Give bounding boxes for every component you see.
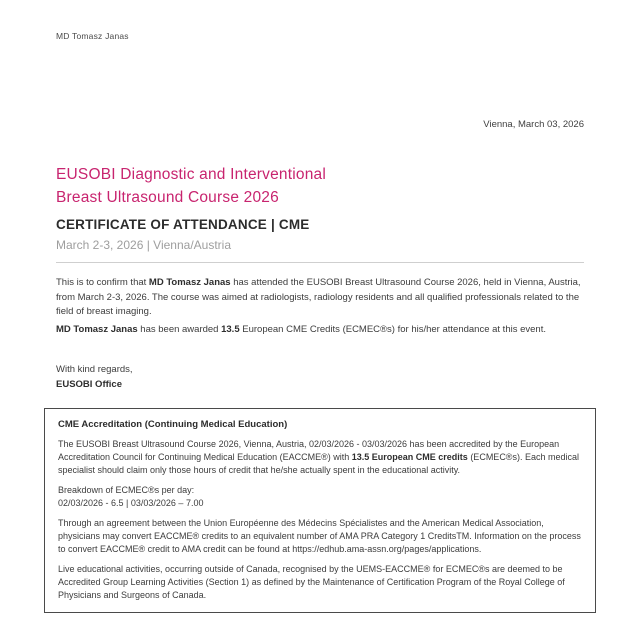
certificate-heading: CERTIFICATE OF ATTENDANCE | CME bbox=[56, 217, 310, 232]
ama-conversion-paragraph: Through an agreement between the Union Européenne des Médecins Spécialistes and the American Medical Association, physicians may convert EACCME® credits to an equivalent number of AMA PRA Category 1 CreditsTM. Information on the process to convert EACCME® credit to AMA credit can be found at https://edhub.ama-assn.org/pages/applications. bbox=[58, 518, 581, 554]
signature-name: EUSOBI Office bbox=[56, 378, 122, 390]
credits-name: MD Tomasz Janas bbox=[56, 323, 138, 335]
closing-text: With kind regards, bbox=[56, 364, 133, 375]
cme-accreditation-box bbox=[44, 408, 596, 613]
divider-rule bbox=[56, 262, 584, 263]
credits-paragraph bbox=[56, 323, 586, 338]
signature-text bbox=[56, 378, 133, 393]
confirmation-name: MD Tomasz Janas bbox=[148, 277, 231, 288]
credits-value: 13.5 bbox=[221, 323, 240, 335]
canada-recognition-paragraph: Live educational activities, occurring outside of Canada, recognised by the UEMS-EACCME® for ECMEC®s are deemed to be Accredited Group Learning Activities (Section 1) as defined by the Maintenance of Certification Program of the Royal College of Physicians and Surgeons of Canada. bbox=[58, 564, 565, 600]
event-date-location: March 2-3, 2026 | Vienna/Austria bbox=[56, 238, 231, 252]
title-block bbox=[56, 163, 586, 252]
breakdown-paragraph bbox=[58, 484, 582, 510]
course-title-line2: Breast Ultrasound Course 2026 bbox=[56, 189, 279, 206]
issue-date: Vienna, March 03, 2026 bbox=[483, 119, 584, 130]
accreditation-heading: CME Accreditation (Continuing Medical Education) bbox=[58, 419, 288, 430]
breakdown-values: 02/03/2026 - 6.5 | 03/03/2026 – 7.00 bbox=[58, 498, 204, 508]
breakdown-label: Breakdown of ECMEC®s per day: bbox=[58, 485, 195, 495]
accreditation-p1-post: (ECMEC®s). Each medical specialist should claim only those hours of credit that he/she actually spent in the educational activity. bbox=[58, 452, 579, 475]
recipient-name: MD Tomasz Janas bbox=[56, 31, 129, 41]
confirmation-paragraph bbox=[56, 276, 586, 320]
confirmation-post: has attended the EUSOBI Breast Ultrasound Course 2026, held in Vienna, Austria, from March 2-3, 2026. The course was aimed at radiologists, radiology residents and all qualified professionals related to the field of breast imaging. bbox=[56, 277, 581, 317]
accreditation-credits: 13.5 European CME credits bbox=[351, 452, 468, 462]
accreditation-paragraph-1 bbox=[58, 438, 582, 477]
credits-post: European CME Credits (ECMEC®s) for his/her attendance at this event. bbox=[239, 323, 546, 335]
confirmation-text bbox=[56, 276, 586, 337]
course-title-line1: EUSOBI Diagnostic and Interventional bbox=[56, 166, 326, 183]
course-title bbox=[56, 163, 586, 209]
confirmation-pre: This is to confirm that bbox=[56, 277, 149, 288]
accreditation-p1-pre: The EUSOBI Breast Ultrasound Course 2026, Vienna, Austria, 02/03/2026 - 03/03/2026 has been accredited by the European Accreditation Council for Continuing Medical Education (EACCME®) with bbox=[58, 439, 560, 462]
credits-mid: has been awarded bbox=[137, 323, 222, 335]
closing-block bbox=[56, 363, 133, 392]
